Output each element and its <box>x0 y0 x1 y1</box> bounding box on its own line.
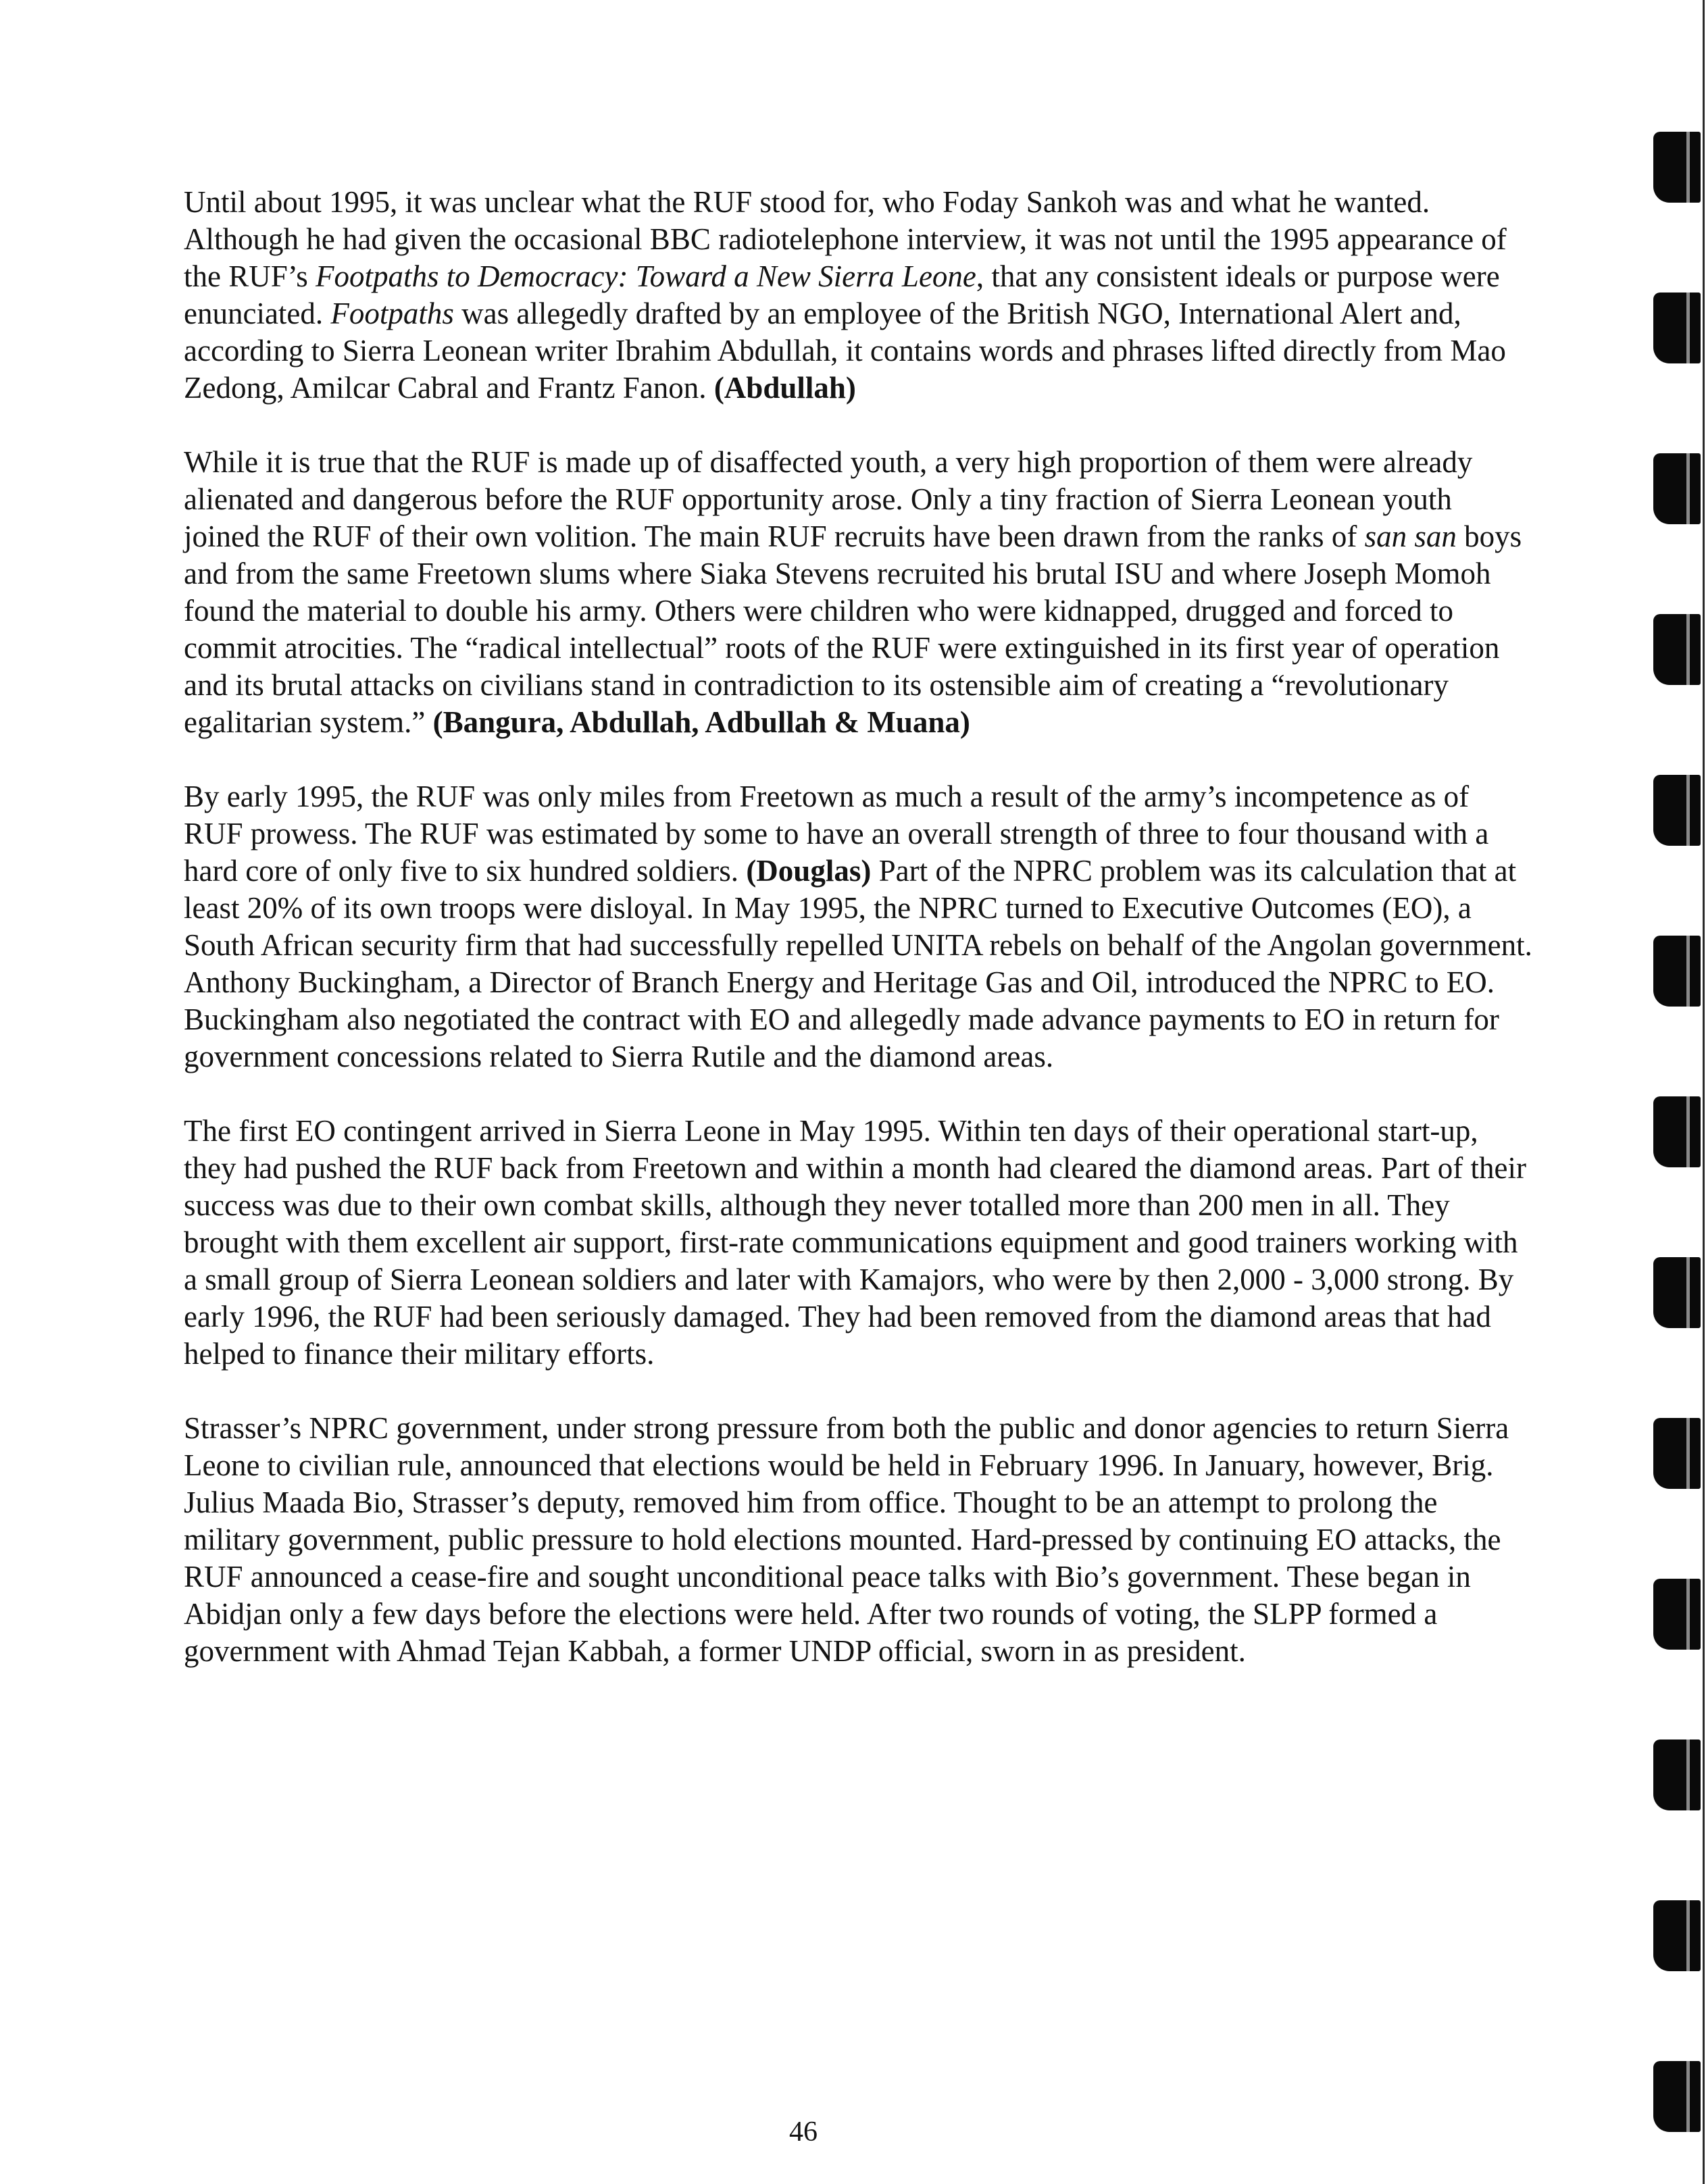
text-run: Part of the NPRC problem was its calculation that at least 20% of its own troops were disloyal. In May 1995, the NPRC turned to Executive Outcomes (EO), a South African security firm that had successfully repelled UNITA rebels on behalf of the Angolan government. Anthony Buckingham, a Director of Branch Energy and Heritage Gas and Oil, introduced the NPRC to EO. Buckingham also negotiated the contract with EO and allegedly made advance payments to EO in return for government concessions related to Sierra Rutile and the diamond areas. <box>184 854 1532 1073</box>
paragraph-ruf-youth <box>184 444 1535 741</box>
binding-hole <box>1653 1739 1701 1810</box>
paragraph-executive-outcomes <box>184 778 1535 1075</box>
binding-hole <box>1653 936 1701 1007</box>
citation: (Abdullah) <box>713 371 856 405</box>
text-run: was allegedly drafted by an employee of the British NGO, International Alert and, according to Sierra Leonean writer Ibrahim Abdullah, it contains words and phrases lifted directly from Mao Zedong, Amilcar Cabral and Frantz Fanon. <box>184 297 1506 405</box>
spiral-binding <box>1638 0 1706 2184</box>
text-run: Until about 1995, it was unclear what the RUF stood for, who Foday Sankoh was and what he wanted. Although he had given the occasional BBC radiotelephone interview, it was not until the 1995 appearance of the RUF’s <box>184 185 1507 293</box>
paragraph-elections <box>184 1410 1535 1670</box>
paragraph-eo-contingent <box>184 1113 1535 1373</box>
citation: (Douglas) <box>746 854 872 888</box>
italic-text: Footpaths to Democracy: Toward a New Sierra Leone <box>316 259 976 293</box>
page-number: 46 <box>789 2116 818 2148</box>
binding-hole <box>1653 132 1701 203</box>
text-run: The first EO contingent arrived in Sierra Leone in May 1995. Within ten days of their operational start-up, they had pushed the RUF back from Freetown and within a month had cleared the diamond areas. Part of their success was due to their own combat skills, although they never totalled more than 200 men in all. They brought with them excellent air support, first-rate communications equipment and good trainers working with a small group of Sierra Leonean soldiers and later with Kamajors, who were by then 2,000 - 3,000 strong. By early 1996, the RUF had been seriously damaged. They had been removed from the diamond areas that had helped to finance their military efforts. <box>184 1114 1526 1371</box>
paragraph-footpaths <box>184 184 1535 407</box>
text-run: boys and from the same Freetown slums where Siaka Stevens recruited his brutal ISU and where Joseph Momoh found the material to double his army. Others were children who were kidnapped, drugged and forced to commit atrocities. The “radical intellectual” roots of the RUF were extinguished in its first year of operation and its brutal attacks on civilians stand in contradiction to its ostensible aim of creating a “revolutionary egalitarian system.” <box>184 519 1522 739</box>
text-run: Strasser’s NPRC government, under strong pressure from both the public and donor agencies to return Sierra Leone to civilian rule, announced that elections would be held in February 1996. In January, however, Brig. Julius Maada Bio, Strasser’s deputy, removed him from office. Thought to be an attempt to prolong the military government, public pressure to hold elections mounted. Hard-pressed by continuing EO attacks, the RUF announced a cease-fire and sought unconditional peace talks with Bio’s government. These began in Abidjan only a few days before the elections were held. After two rounds of voting, the SLPP formed a government with Ahmad Tejan Kabbah, a former UNDP official, sworn in as president. <box>184 1411 1509 1668</box>
binding-hole <box>1653 1900 1701 1971</box>
text-run: While it is true that the RUF is made up of disaffected youth, a very high proportion of them were already alienated and dangerous before the RUF opportunity arose. Only a tiny fraction of Sierra Leonean youth joined the RUF of their own volition. The main RUF recruits have been drawn from the ranks of <box>184 445 1473 553</box>
binding-hole <box>1653 2061 1701 2132</box>
binding-hole <box>1653 1579 1701 1650</box>
document-body <box>184 184 1535 1707</box>
binding-hole <box>1653 453 1701 524</box>
binding-edge <box>1703 0 1705 2184</box>
italic-text: Footpaths <box>330 297 454 330</box>
italic-text: san san <box>1364 519 1457 553</box>
binding-hole <box>1653 1257 1701 1328</box>
text-run: By early 1995, the RUF was only miles from Freetown as much a result of the army’s incompetence as of RUF prowess. The RUF was estimated by some to have an overall strength of three to four thousand with a hard core of only five to six hundred soldiers. <box>184 780 1489 888</box>
citation: (Bangura, Abdullah, Adbullah & Muana) <box>432 705 970 739</box>
binding-hole <box>1653 775 1701 846</box>
binding-hole <box>1653 614 1701 685</box>
binding-hole <box>1653 1418 1701 1489</box>
binding-hole <box>1653 293 1701 363</box>
text-run: , that any consistent ideals or purpose were enunciated. <box>184 259 1500 330</box>
binding-hole <box>1653 1096 1701 1167</box>
